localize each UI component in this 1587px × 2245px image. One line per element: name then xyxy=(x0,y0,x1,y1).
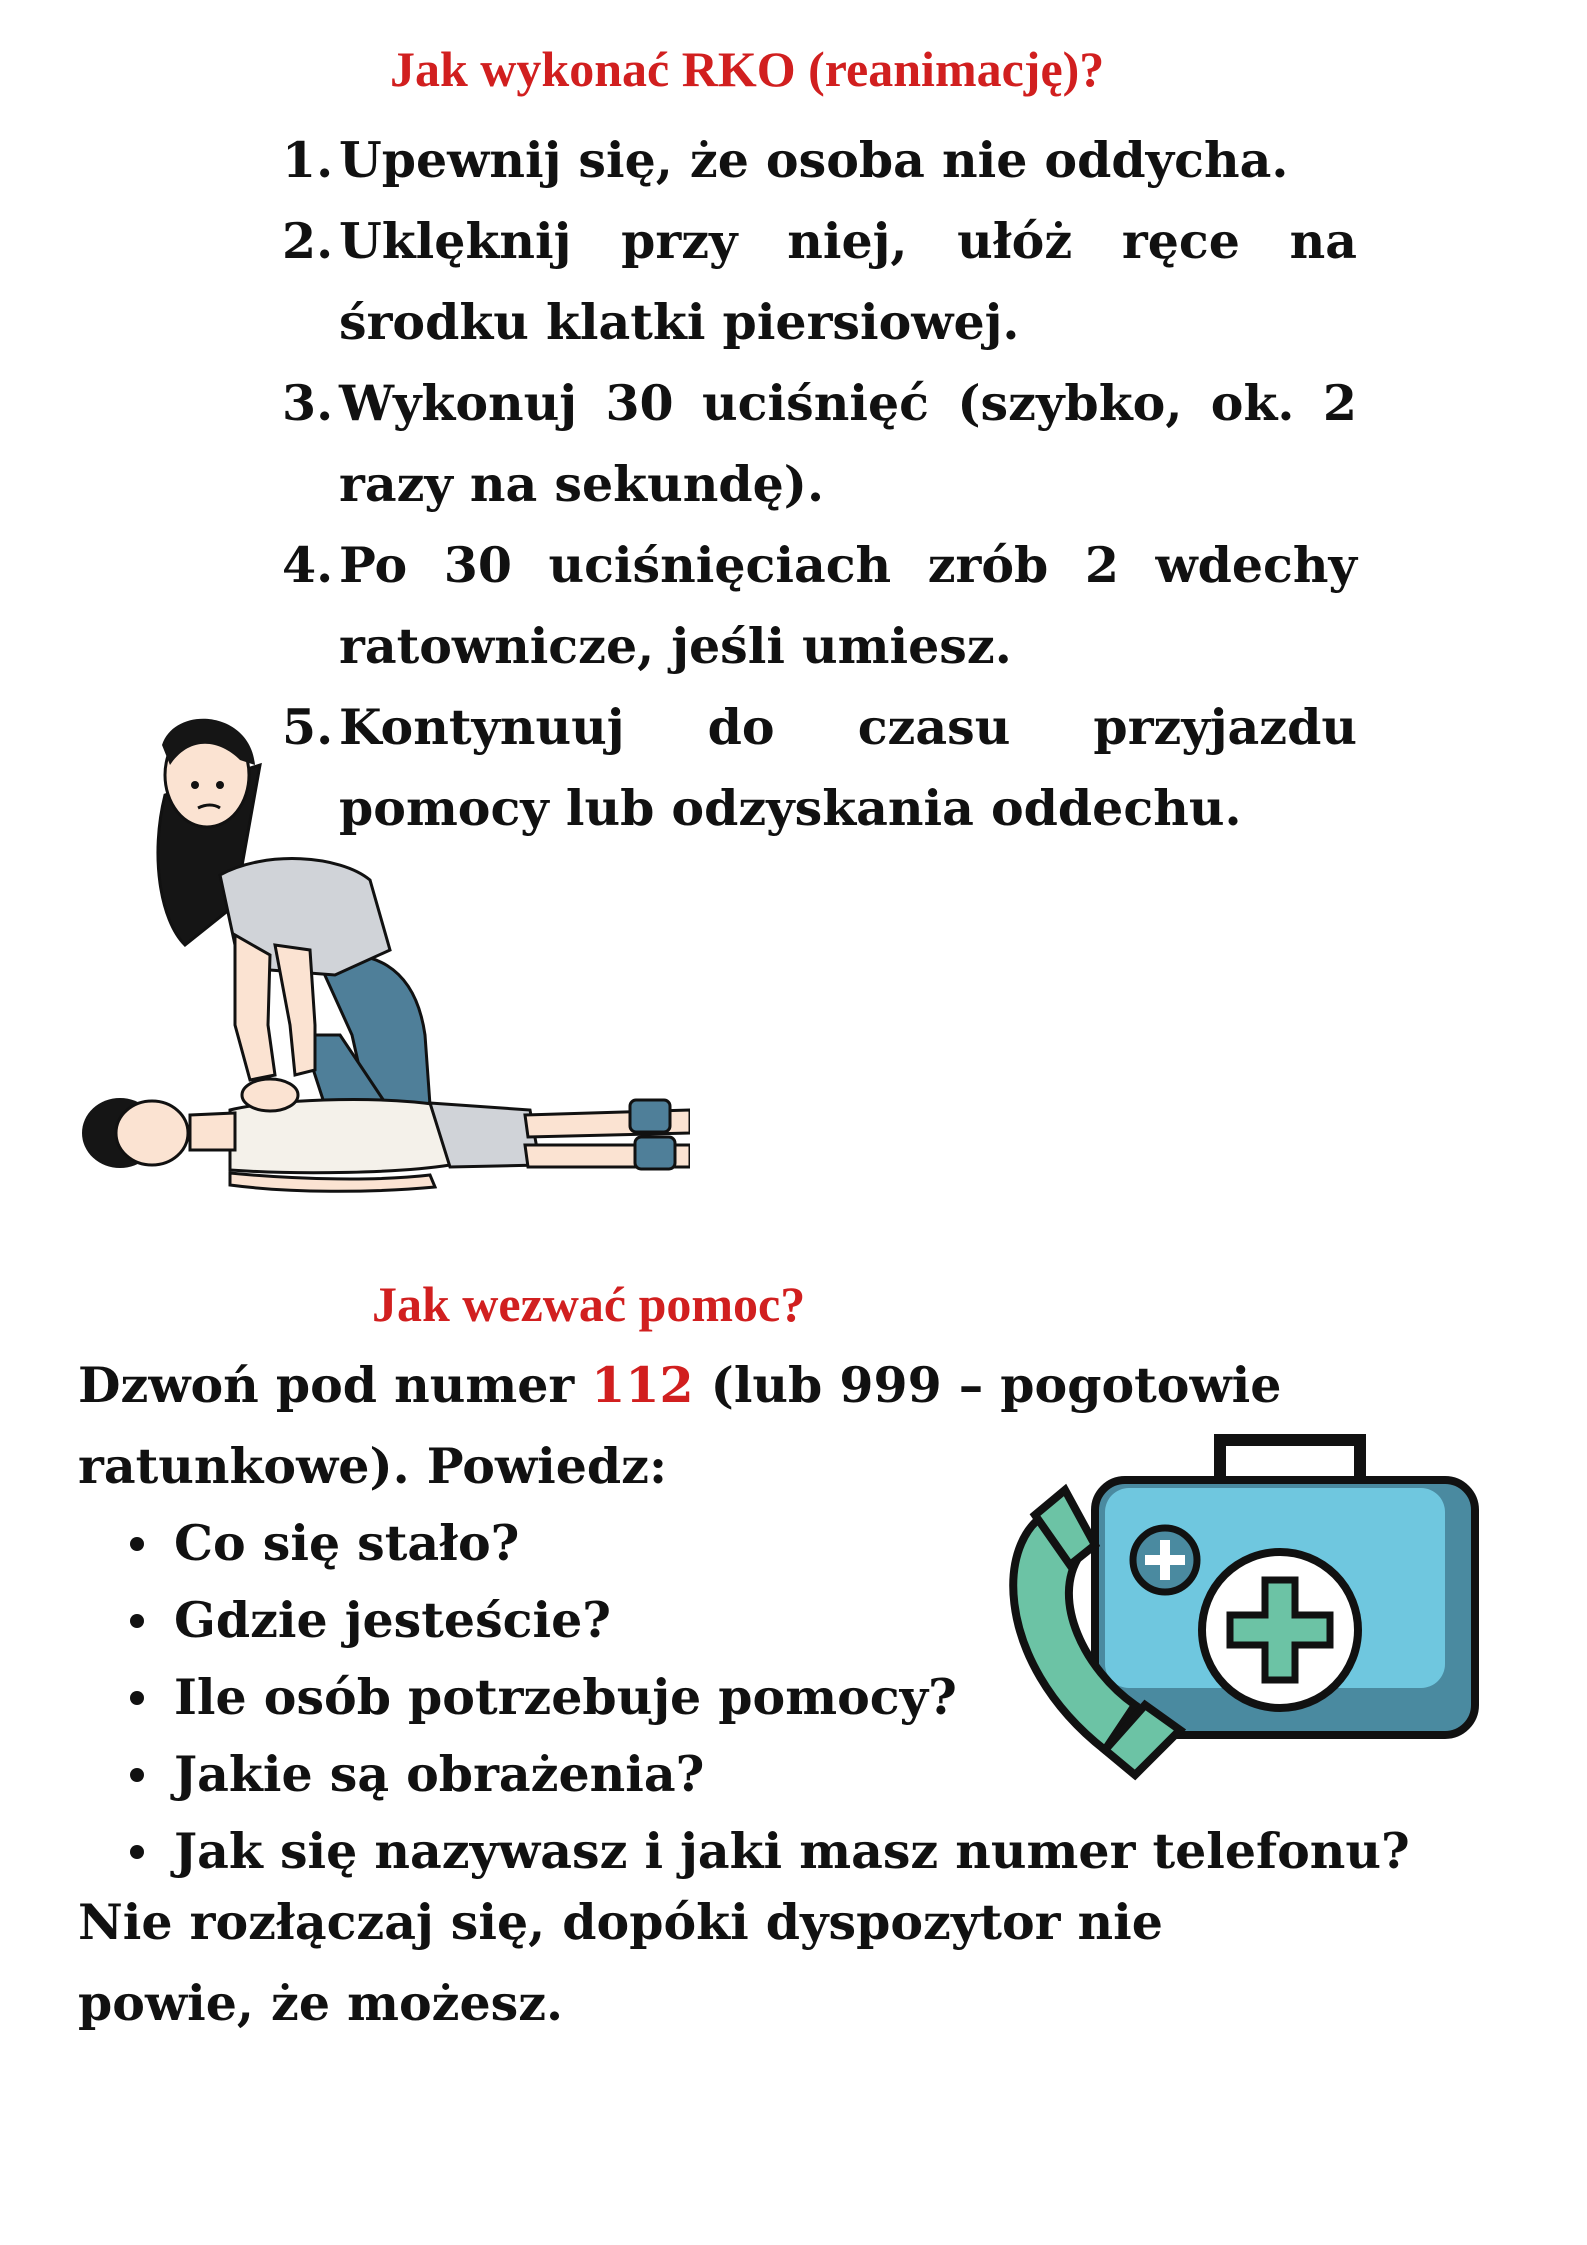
step-number: 2. xyxy=(282,212,334,270)
step-number: 5. xyxy=(282,698,334,756)
list-item xyxy=(120,1813,1410,1890)
step-text: Upewnij się, że osoba nie oddycha. xyxy=(339,131,1289,189)
bullet-icon xyxy=(130,1845,144,1859)
question-text: Jakie są obrażenia? xyxy=(174,1745,705,1803)
closing-instruction: Nie rozłączaj się, dopóki dyspozytor nie powie, że możesz. xyxy=(78,1893,1163,2032)
step-number: 3. xyxy=(282,374,334,432)
first-aid-kit-phone-icon xyxy=(995,1430,1485,1790)
cpr-step xyxy=(282,525,1357,687)
bullet-icon xyxy=(130,1537,144,1551)
step-text: Uklęknij przy niej, ułóż ręce na środku klatki piersiowej. xyxy=(339,212,1357,351)
bullet-icon xyxy=(130,1768,144,1782)
step-text: Po 30 uciśnięciach zrób 2 wdechy ratownicze, jeśli umiesz. xyxy=(339,536,1357,675)
question-text: Gdzie jesteście? xyxy=(174,1591,612,1649)
cpr-step xyxy=(282,363,1357,525)
call-intro-before: Dzwoń pod numer xyxy=(78,1356,592,1414)
step-number: 1. xyxy=(282,131,334,189)
step-number: 4. xyxy=(282,536,334,594)
step-text: Wykonuj 30 uciśnięć (szybko, ok. 2 razy na sekundę). xyxy=(339,374,1357,513)
question-text: Ile osób potrzebuje pomocy? xyxy=(174,1668,957,1726)
bullet-icon xyxy=(130,1691,144,1705)
question-text: Co się stało? xyxy=(174,1514,520,1572)
bullet-icon xyxy=(130,1614,144,1628)
call-intro-after: (lub 999 – pogotowie ratunkowe). Powiedz: xyxy=(78,1356,1282,1495)
cpr-illustration-icon xyxy=(70,705,690,1205)
question-text: Jak się nazywasz i jaki masz numer telefonu? xyxy=(174,1822,1410,1880)
cpr-step xyxy=(282,120,1357,201)
step-text: Kontynuuj do czasu przyjazdu pomocy lub odzyskania oddechu. xyxy=(339,698,1357,837)
emergency-number: 112 xyxy=(591,1356,694,1414)
help-section-title: Jak wezwać pomoc? xyxy=(372,1276,806,1332)
cpr-step xyxy=(282,201,1357,363)
cpr-section-title: Jak wykonać RKO (reanimację)? xyxy=(390,41,1105,97)
